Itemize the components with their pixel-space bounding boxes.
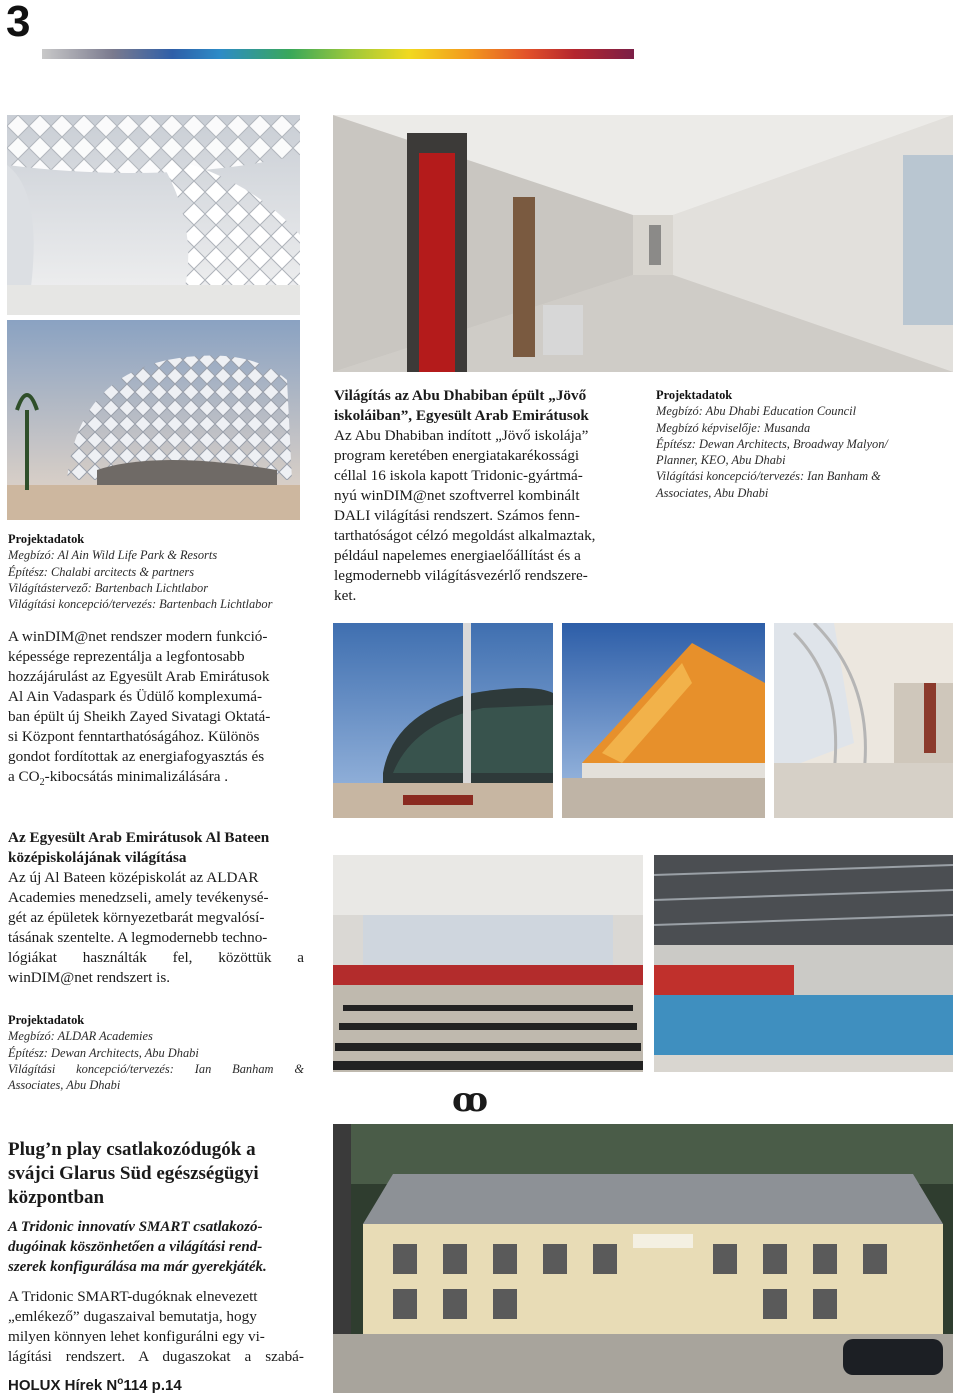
school-building-2-image: [562, 623, 765, 818]
project-data-line: Megbízó: Abu Dhabi Education Council: [656, 404, 857, 419]
project-data-b: [656, 387, 952, 501]
co2-pre: a CO: [8, 768, 40, 785]
article-d-title: [8, 1138, 308, 1210]
article-title: középiskolájának világítása: [8, 849, 187, 866]
health-center-image: [333, 1124, 953, 1393]
page-footer: [8, 1376, 182, 1394]
text-line: lógiákat használták fel, közöttük a: [8, 949, 304, 966]
text-line: A winDIM@net rendszer modern funkció-: [8, 628, 268, 645]
page-number: 3: [6, 0, 31, 46]
interior-render-icon: [7, 115, 300, 315]
footer-pre: HOLUX Hírek N: [8, 1377, 118, 1394]
project-data-line: Megbízó: ALDAR Academies: [8, 1029, 153, 1044]
project-data-line: Építész: Chalabi arcitects & partners: [8, 564, 195, 579]
text-line: „emlékező” dugaszaival bemutatja, hogy: [8, 1308, 257, 1325]
project-data-line: Építész: Dewan Architects, Abu Dhabi: [8, 1045, 199, 1060]
co2-sub: 2: [39, 777, 45, 788]
project-data-line: Megbízó képviselője: Musanda: [656, 420, 811, 435]
lead-line: szerek konfigurálása ma már gyerekjáték.: [8, 1259, 267, 1275]
lead-line: dugóinak köszönhetően a világítási rend-: [8, 1239, 263, 1255]
exterior-render-icon: [7, 320, 300, 520]
text-line: gondot fordítottak az energiafogyasztás és: [8, 748, 265, 765]
article-d-body: [8, 1287, 304, 1367]
text-line: program keretében energiatakarékossági: [334, 447, 580, 464]
project-data-heading: Projektadatok: [656, 388, 733, 402]
text-line: például napelemes energiaelőállítást és a: [334, 547, 581, 564]
lead-line: A Tridonic innovatív SMART csatlakozó-: [8, 1219, 263, 1235]
project-data-line: Planner, KEO, Abu Dhabi: [656, 453, 786, 468]
text-line: [8, 767, 303, 793]
text-line: lágítási rendszert. A dugaszokat a szabá-: [8, 1348, 304, 1365]
article-abu-dhabi-schools: [334, 386, 630, 606]
corridor-image: [333, 115, 953, 372]
text-line: Az új Al Bateen középiskolát az ALDAR: [8, 869, 259, 886]
text-line: Az Abu Dhabiban indított „Jövő iskolája”: [334, 427, 589, 444]
article-d-lead: [8, 1217, 306, 1277]
project-data-line: Megbízó: Al Ain Wild Life Park & Resorts: [8, 548, 218, 563]
auditorium-photo-icon: [333, 855, 643, 1072]
school-building-1-icon: [333, 623, 553, 818]
section-ornament: ꝏ: [452, 1082, 489, 1119]
text-line: tásának szentelte. A legmodernebb techno-: [8, 929, 268, 946]
article-title: Világítás az Abu Dhabiban épült „Jövő iskoláiban”, Egyesült Arab Emirátusok: [334, 387, 589, 424]
co2-post: -kibocsátás minimalizálására .: [44, 768, 229, 785]
project-data-line: Világítási koncepció/tervezés: Ian Banham &: [656, 469, 881, 484]
exterior-render-image: [7, 320, 300, 520]
color-bar: [42, 49, 634, 59]
pool-photo-icon: [654, 855, 953, 1072]
atrium-image: [774, 623, 953, 818]
text-line: legmodernebb világításvezérlő rendszere-: [334, 567, 588, 584]
title-line: svájci Glarus Süd egészségügyi: [8, 1163, 259, 1184]
project-data-heading: Projektadatok: [8, 532, 85, 546]
text-line: milyen könnyen lehet konfigurálni egy vi-: [8, 1328, 265, 1345]
atrium-photo-icon: [774, 623, 953, 818]
text-line: A Tridonic SMART-dugóknak elnevezett: [8, 1288, 258, 1305]
text-line: Al Ain Vadaspark és Üdülő komplexumá-: [8, 688, 263, 705]
project-data-line: Építész: Dewan Architects, Broadway Malyon/: [656, 436, 888, 451]
auditorium-image: [333, 855, 643, 1072]
school-building-1-image: [333, 623, 553, 818]
text-line: hozzájárulást az Egyesült Arab Emirátusok: [8, 668, 270, 685]
project-data-line: Világítási koncepció/tervezés: Bartenbach Lichtlabor: [8, 597, 273, 612]
project-data-line: Associates, Abu Dhabi: [8, 1078, 121, 1093]
text-line: winDIM@net rendszert is.: [8, 969, 171, 986]
text-line: Academies menedzseli, amely tevékenysé-: [8, 889, 269, 906]
text-line: DALI világítási rendszert. Számos fenn-: [334, 507, 580, 524]
title-line: Plug’n play csatlakozódugók a: [8, 1139, 256, 1160]
footer-sup: o: [117, 1376, 124, 1387]
corridor-photo-icon: [333, 115, 953, 372]
title-line: központban: [8, 1187, 105, 1208]
project-data-line: Világítástervező: Bartenbach Lichtlabor: [8, 580, 209, 595]
school-building-2-icon: [562, 623, 765, 818]
project-data-line: Associates, Abu Dhabi: [656, 485, 769, 500]
text-line: nyú winDIM@net szoftverrel kombinált: [334, 487, 580, 504]
pool-image: [654, 855, 953, 1072]
article-al-bateen: [8, 828, 304, 988]
project-data-a: [8, 531, 303, 612]
text-line: képessége reprezentálja a legfontosabb: [8, 648, 245, 665]
interior-render-image: [7, 115, 300, 315]
text-line: céllal 16 iskola kapott Tridonic-gyártmá-: [334, 467, 583, 484]
footer-post: 114 p.14: [123, 1377, 182, 1394]
text-line: ban épült új Sheikh Zayed Sivatagi Oktatá-: [8, 708, 271, 725]
paragraph-windim-al-ain: [8, 627, 303, 793]
project-data-c: [8, 1012, 304, 1093]
text-line: gét az épületek környezetbarát megvalósí-: [8, 909, 265, 926]
project-data-line: Világítási koncepció/tervezés: Ian Banham &: [8, 1061, 304, 1076]
text-line: ket.: [334, 587, 357, 604]
article-title: Az Egyesült Arab Emirátusok Al Bateen: [8, 829, 270, 846]
project-data-heading: Projektadatok: [8, 1013, 85, 1027]
health-center-photo-icon: [333, 1124, 953, 1393]
text-line: si Központ fenntarthatóságához. Különös: [8, 728, 260, 745]
text-line: tarthatóságot célzó megoldást alkalmaztak,: [334, 527, 596, 544]
